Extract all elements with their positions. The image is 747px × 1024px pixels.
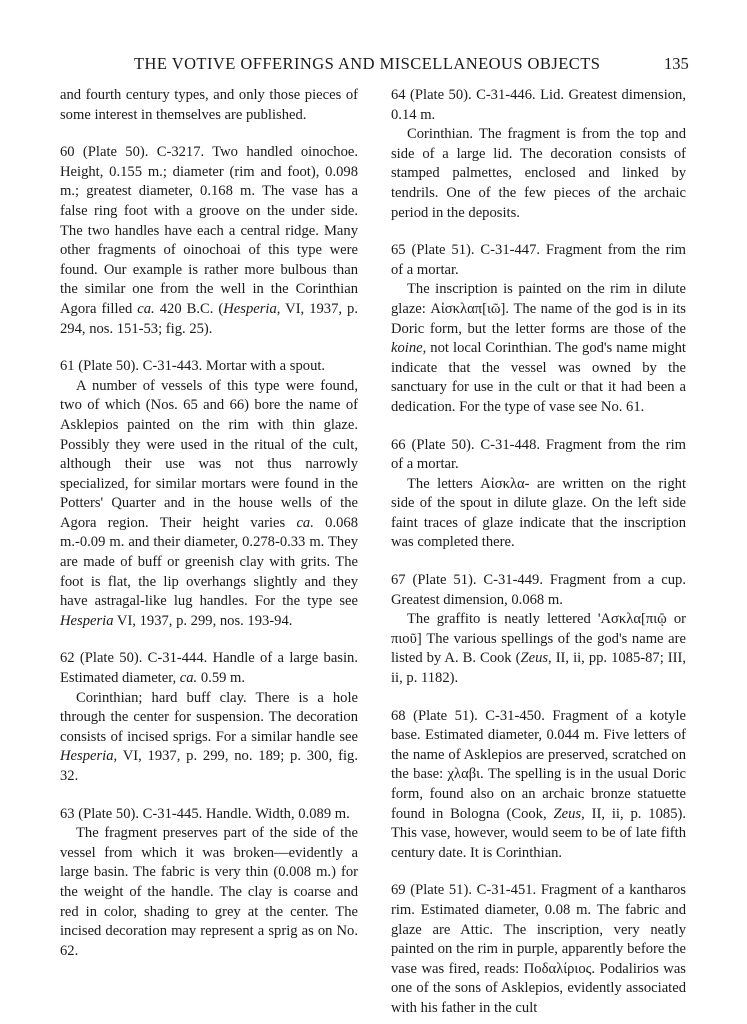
book-title: Zeus xyxy=(520,650,549,667)
intro-paragraph: and fourth century types, and only those pieces of some interest in themselves are published. xyxy=(60,87,358,123)
left-column xyxy=(60,86,358,961)
entry-heading: 61 (Plate 50). C-31-443. Mortar with a spout. xyxy=(60,358,326,375)
entry-67 xyxy=(391,571,686,689)
entry-body: The inscription is painted on the rim in dilute glaze: Αἰσκλαπ[ιῶ]. The name of the god is in its Doric form, but the letter forms are those of the xyxy=(391,281,686,337)
italic-ca: ca. xyxy=(179,670,198,687)
italic-ca: ca. xyxy=(137,300,155,317)
running-header xyxy=(0,48,747,78)
entry-body: , II, ii, pp. 1085-87; III, ii, p. 1182). xyxy=(391,650,686,687)
entry-heading-text: 62 (Plate 50). C-31-444. Handle of a large basin. Estimated diameter, xyxy=(60,650,358,687)
entry-62 xyxy=(60,649,358,786)
entry-heading: 67 (Plate 51). C-31-449. Fragment from a cup. Greatest dimension, 0.068 m. xyxy=(391,572,686,608)
book-title: Zeus xyxy=(553,805,582,822)
entry-69 xyxy=(391,881,686,1018)
entry-heading: 66 (Plate 50). C-31-448. Fragment from the rim of a mortar. xyxy=(391,436,686,473)
entry-body: A number of vessels of this type were found, two of which (Nos. 65 and 66) bore the name of Asklepios painted on the rim with thin glaze. Possibly they were used in the ritual of the cult, although their use was not thus narrowly specialized, for similar mortars were found in the Potters' Quarter and in the house wells of the Agora region. Their height varies xyxy=(60,377,358,531)
entry-body: VI, 1937, p. 299, nos. 193-94. xyxy=(113,612,293,629)
entry-heading: 63 (Plate 50). C-31-445. Handle. Width, 0.089 m. xyxy=(60,805,350,822)
entry-heading: 60 (Plate 50). C-3217. Two handled oinochoe. Height, 0.155 m.; diameter (rim and foot), 0.098 m.; greatest diameter, 0.168 m. xyxy=(60,144,358,200)
entry-body: The graffito is neatly lettered 'Ασκλα[πιῷ or πιοῦ] The various spellings of the god's name are listed by A. B. Cook ( xyxy=(391,611,686,667)
entry-body: 0.068 m.-0.09 m. and their diameter, 0.278-0.33 m. They are made of buff or greenish clay with grits. The foot is flat, the lip overhangs slightly and they have astragal-like lug handles. For the type see xyxy=(60,514,359,610)
journal-title: Hesperia xyxy=(60,748,114,765)
entry-body: Corinthian; hard buff clay. There is a hole through the center for suspension. The decoration consists of incised sprigs. For a similar handle see xyxy=(60,689,358,745)
entry-body: The letters Αἰσκλα- are written on the right side of the spout in dilute glaze. On the left side faint traces of glaze indicate that the inscription was completed there. xyxy=(391,475,686,551)
entry-68 xyxy=(391,707,686,864)
entry-66 xyxy=(391,436,686,554)
entry-heading: 65 (Plate 51). C-31-447. Fragment from the rim of a mortar. xyxy=(391,242,686,278)
entry-body: , II, ii, p. 1085). This vase, however, would seem to be of late fifth century date. It is Corinthian. xyxy=(391,805,686,861)
entry-heading: 68 (Plate 51). C-31-450. Fragment of a kotyle base. Estimated diameter, 0.044 m. xyxy=(391,707,686,744)
journal-title: Hesperia xyxy=(60,612,114,629)
entry-body: Five letters of the name of Asklepios are preserved, scratched on the base: χλαβι. The spelling is in the usual Doric form, found also on an archaic bronze statuette found in Bologna (Cook, xyxy=(391,727,686,822)
page-number: 135 xyxy=(664,54,689,73)
entry-64 xyxy=(391,86,686,223)
entry-heading xyxy=(60,649,358,688)
journal-title: Hesperia xyxy=(223,300,277,317)
entry-body: The fabric and glaze are Attic. The inscription, very neatly painted on the rim in purple, apparently before the vase was fired, reads: Ποδαλίριος. Podalirios was one of the sons of Asklepios, evidently associated with his father in the cult xyxy=(391,901,686,1016)
entry-text xyxy=(391,707,686,864)
entry-text xyxy=(60,689,358,787)
entry-body: , not local Corinthian. The god's name might indicate that the vessel was owned by the sanctuary for use in the cult or that it had been a dedication. For the type of vase see No. 61. xyxy=(391,340,686,415)
right-column xyxy=(391,86,686,1019)
entry-body: Corinthian. The fragment is from the top and side of a large lid. The decoration consists of stamped palmettes, enclosed and linked by tendrils. One of the few pieces of the archaic period in the deposits. xyxy=(391,126,686,221)
entry-heading: 64 (Plate 50). C-31-446. Lid. Greatest dimension, 0.14 m. xyxy=(391,87,686,123)
italic-ca: ca. xyxy=(296,514,314,531)
entry-text xyxy=(60,377,358,632)
italic-term: koine xyxy=(391,340,423,357)
entry-60 xyxy=(60,143,358,339)
entry-body: The fragment preserves part of the side of the vessel from which it was broken—evidently a large basin. The fabric is very thin (0.008 m.) for the weight of the handle. The clay is coarse and red in color, shading to grey at the center. The incised decoration may represent a sprig as on No. 62. xyxy=(60,825,358,959)
entry-63 xyxy=(60,805,358,962)
entry-body: , VI, 1937, p. 294, nos. 151-53; fig. 25). xyxy=(60,300,358,337)
entry-body: The vase has a false ring foot with a groove on the under side. The two handles have each a central ridge. Many other fragments of oinochoai of this type were found. Our example is rather more bulbous than the similar one from the well in the Corinthian Agora filled xyxy=(60,183,358,317)
entry-61 xyxy=(60,357,358,631)
entry-text xyxy=(391,881,686,1018)
entry-65 xyxy=(391,241,686,417)
entry-body: 420 B.C. ( xyxy=(154,300,224,317)
entry-text xyxy=(391,610,686,688)
entry-text xyxy=(60,143,358,339)
running-title: THE VOTIVE OFFERINGS AND MISCELLANEOUS OBJECTS xyxy=(134,54,601,73)
entry-heading-text: 0.59 m. xyxy=(197,670,246,687)
entry-body: , VI, 1937, p. 299, no. 189; p. 300, fig. 32. xyxy=(60,748,358,784)
entry-heading: 69 (Plate 51). C-31-451. Fragment of a kantharos rim. Estimated diameter, 0.08 m. xyxy=(391,882,686,918)
entry-text xyxy=(391,280,686,417)
